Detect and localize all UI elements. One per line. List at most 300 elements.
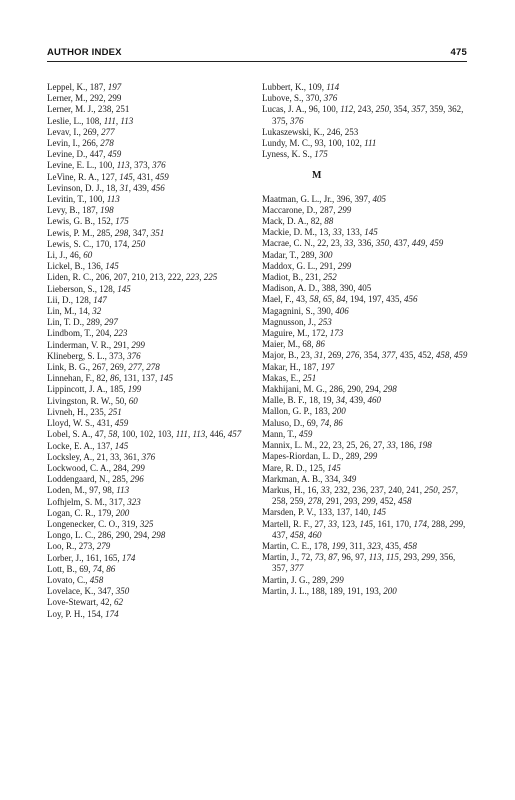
entry-page-ref: 243: [357, 104, 372, 115]
entry-page-ref: 13: [319, 227, 329, 238]
entry-page-ref: 267: [92, 362, 106, 373]
entry-page-ref: 65: [323, 294, 333, 305]
entry-page-ref: 161: [85, 552, 100, 563]
entry-page-ref: 87: [328, 552, 338, 563]
entry-page-ref: 199: [127, 384, 142, 395]
entry-page-ref: 198: [100, 205, 114, 216]
entry-page-ref: 373: [134, 160, 148, 171]
entry-author: Madar, T.,: [262, 249, 302, 260]
entry-author: Makas, E.,: [262, 372, 303, 383]
entry-author: Lerner, M.,: [47, 93, 90, 104]
entry-page-ref: 390: [317, 305, 331, 316]
index-entry: Martell, R. F., 27, 33, 123, 145, 161, 170, 174, 288, 299, 437, 458, 460: [262, 518, 466, 540]
entry-page-ref: 60: [128, 395, 138, 406]
index-entry: Levitin, T., 100, 113: [47, 194, 120, 205]
entry-page-ref: 376: [323, 93, 338, 104]
section-title: AUTHOR INDEX: [47, 47, 122, 58]
entry-author: Madiot, B.,: [262, 272, 306, 283]
index-entry: Macrae, C. N., 22, 23, 33, 336, 350, 437, 449, 459: [262, 238, 444, 249]
index-entry: Malle, B. F., 18, 19, 34, 439, 460: [262, 395, 382, 406]
entry-author: Lewis, P. M.,: [47, 227, 97, 238]
entry-page-ref: 449: [411, 238, 426, 249]
entry-page-ref: 297: [104, 317, 118, 328]
entry-page-ref: 152: [97, 216, 111, 227]
entry-page-ref: 251: [115, 104, 130, 115]
entry-page-ref: 350: [115, 586, 130, 597]
entry-page-ref: 459: [155, 171, 169, 182]
index-entry: Mackie, D. M., 13, 33, 133, 145: [262, 227, 378, 238]
entry-page-ref: 447: [89, 149, 104, 160]
entry-author: Livneh, H.,: [47, 406, 91, 417]
entry-page-ref: 133: [346, 227, 360, 238]
entry-page-ref: 293: [344, 496, 358, 507]
entry-page-ref: 457: [227, 429, 242, 440]
entry-page-ref: 175: [115, 216, 129, 227]
entry-page-ref: 33: [110, 451, 120, 462]
index-entry: Lubbert, K., 109, 114: [262, 82, 340, 92]
entry-page-ref: 200: [332, 406, 346, 417]
index-entry: Lewis, S. C., 170, 174, 250: [47, 238, 146, 249]
index-entry: Lerner, M., 292, 299: [47, 93, 122, 104]
entry-page-ref: 235: [90, 406, 104, 417]
index-entry: Mapes-Riordan, L. D., 289, 299: [262, 451, 378, 462]
index-entry: Lorber, J., 161, 165, 174: [47, 552, 136, 563]
entry-page-ref: 206: [95, 272, 110, 283]
entry-page-ref: 250: [424, 484, 438, 495]
entry-page-ref: 240: [388, 484, 402, 495]
entry-page-ref: 109: [308, 82, 322, 92]
entry-page-ref: 189: [329, 585, 343, 596]
entry-page-ref: 113: [192, 429, 206, 440]
entry-page-ref: 223: [185, 272, 200, 283]
entry-page-ref: 69: [79, 563, 89, 574]
entry-page-ref: 187: [82, 205, 96, 216]
entry-page-ref: 359: [429, 104, 444, 115]
entry-page-ref: 82: [310, 216, 320, 227]
entry-page-ref: 199: [331, 540, 346, 551]
entry-author: Lloyd, W. S.,: [47, 418, 97, 429]
entry-page-ref: 103: [157, 429, 172, 440]
index-entry: Makar, H., 187, 197: [262, 361, 335, 372]
index-entry: Livingston, R. W., 50, 60: [47, 395, 138, 406]
index-entry: Makhijani, M. G., 286, 290, 294, 298: [262, 384, 397, 395]
index-entry: Loo, R., 273, 279: [47, 541, 111, 552]
entry-author: Leppel, K.,: [47, 82, 90, 92]
entry-page-ref: 290: [115, 530, 130, 541]
entry-page-ref: 354: [363, 350, 378, 361]
index-entry: Martin, J. G., 289, 299: [262, 574, 344, 585]
entry-page-ref: 347: [97, 586, 112, 597]
entry-page-ref: 68: [302, 339, 312, 350]
entry-page-ref: 435: [399, 350, 414, 361]
entry-page-ref: 317: [109, 496, 123, 507]
index-entry: Lindbom, T., 204, 223: [47, 328, 128, 339]
entry-page-ref: 33: [320, 484, 330, 495]
entry-author: Maccarone, D.,: [262, 204, 320, 215]
entry-page-ref: 170: [395, 518, 410, 529]
entry-author: Markus, H.,: [262, 484, 308, 495]
index-entry: Lieberson, S., 128, 145: [47, 283, 131, 294]
entry-page-ref: 137: [96, 440, 111, 451]
entry-page-ref: 128: [75, 294, 89, 305]
index-entry: Martin, J., 72, 73, 87, 96, 97, 113, 115, 293, 299, 356, 357, 377: [262, 552, 456, 574]
entry-author: Lucas, J. A.,: [262, 104, 309, 115]
entry-page-ref: 289: [301, 249, 315, 260]
entry-page-ref: 23: [330, 238, 340, 249]
entry-page-ref: 147: [93, 294, 107, 305]
entry-author: Maddox, G. L.,: [262, 260, 320, 271]
entry-page-ref: 253: [318, 316, 332, 327]
entry-page-ref: 112: [340, 104, 354, 115]
entry-page-ref: 31: [314, 350, 324, 361]
entry-author: Martin, J. L.,: [262, 585, 312, 596]
entry-page-ref: 137: [141, 373, 156, 384]
entry-author: Lockwood, C. A.,: [47, 462, 114, 473]
entry-author: Locksley, A.,: [47, 451, 97, 462]
entry-page-ref: 97: [89, 485, 99, 496]
index-entry: Lin, T. D., 289, 297: [47, 317, 118, 328]
entry-page-ref: 289: [86, 317, 100, 328]
entry-author: Martin, C. E.,: [262, 540, 314, 551]
entry-page-ref: 26: [359, 440, 369, 451]
entry-page-ref: 113: [116, 160, 130, 171]
entry-page-ref: 289: [345, 451, 360, 462]
entry-page-ref: 388: [321, 283, 336, 294]
index-entry: Martin, J. L., 188, 189, 191, 193, 200: [262, 585, 397, 596]
running-header: [47, 47, 467, 62]
entry-page-ref: 459: [107, 149, 122, 160]
index-entry: Levinson, D. J., 18, 31, 439, 456: [47, 182, 165, 193]
entry-page-ref: 236: [352, 484, 366, 495]
entry-author: Markman, A. B.,: [262, 473, 325, 484]
entry-page-ref: 351: [150, 227, 165, 238]
entry-page-ref: 175: [314, 149, 328, 160]
entry-page-ref: 290: [347, 384, 361, 395]
entry-page-ref: 288: [431, 518, 446, 529]
entry-page-ref: 298: [383, 384, 397, 395]
entry-page-ref: 84: [336, 294, 346, 305]
entry-page-ref: 460: [367, 395, 382, 406]
entry-page-ref: 47: [94, 429, 104, 440]
index-entry: Maddox, G. L., 291, 299: [262, 260, 352, 271]
entry-page-ref: 33: [328, 518, 338, 529]
entry-page-ref: 406: [335, 305, 349, 316]
entry-page-ref: 170: [95, 238, 110, 249]
entry-page-ref: 74: [320, 417, 330, 428]
entry-page-ref: 165: [103, 552, 118, 563]
entry-author: Locke, E. A.,: [47, 440, 97, 451]
entry-page-ref: 439: [133, 182, 147, 193]
entry-page-ref: 145: [327, 462, 341, 473]
entry-author: Loy, P. H.,: [47, 608, 88, 619]
index-entry: Lott, B., 69, 74, 86: [47, 563, 116, 574]
entry-page-ref: 222: [167, 272, 182, 283]
entry-page-ref: 145: [372, 507, 386, 518]
entry-author: Maluso, D.,: [262, 417, 307, 428]
entry-page-ref: 286: [97, 530, 112, 541]
entry-page-ref: 446: [209, 429, 224, 440]
entry-page-ref: 187: [89, 82, 104, 92]
index-entry: [47, 575, 247, 586]
entry-page-ref: 86: [315, 339, 325, 350]
entry-page-ref: 250: [375, 104, 390, 115]
entry-page-ref: 456: [151, 182, 165, 193]
entry-page-ref: 273: [78, 541, 93, 552]
entry-page-ref: 97: [355, 552, 365, 563]
entry-page-ref: 377: [381, 350, 396, 361]
entry-page-ref: 376: [152, 160, 166, 171]
entry-page-ref: 299: [421, 552, 435, 563]
entry-author: Longo, L. C.,: [47, 530, 98, 541]
entry-page-ref: 437: [393, 238, 408, 249]
entry-page-ref: 350: [375, 238, 390, 249]
entry-page-ref: 458: [435, 350, 450, 361]
index-entry: Li, J., 46, 60: [47, 250, 93, 261]
entry-author: Magnusson, J.,: [262, 316, 319, 327]
entry-page-ref: 197: [368, 294, 382, 305]
index-entry: Lobel, S. A., 47, 58, 100, 102, 103, 111, 113, 446, 457: [47, 429, 242, 440]
index-entry: Locke, E. A., 137, 145: [47, 440, 129, 451]
entry-page-ref: 127: [101, 171, 115, 182]
entry-page-ref: 115: [386, 552, 399, 563]
entry-page-ref: 294: [365, 384, 379, 395]
entry-page-ref: 197: [320, 361, 335, 372]
index-entry: Lockwood, C. A., 284, 299: [47, 462, 145, 473]
entry-page-ref: 294: [133, 530, 148, 541]
index-entry: Maguire, M., 172, 173: [262, 328, 344, 339]
entry-page-ref: 276: [345, 350, 360, 361]
entry-page-ref: 277: [128, 362, 142, 373]
entry-page-ref: 100: [98, 160, 113, 171]
entry-author: Love-Stewart,: [47, 597, 101, 608]
entry-page-ref: 72: [301, 552, 311, 563]
index-entry: Lucas, J. A., 96, 100, 112, 243, 250, 354, 357, 359, 362, 375, 376: [262, 104, 464, 126]
entry-page-ref: 111: [103, 115, 116, 126]
entry-page-ref: 250: [131, 238, 146, 249]
entry-page-ref: 299: [330, 574, 344, 585]
index-entry: Longenecker, C. O., 319, 325: [47, 518, 154, 529]
entry-page-ref: 174: [105, 608, 119, 619]
entry-page-ref: 377: [290, 563, 304, 574]
entry-author: Mallon, G. P.,: [262, 406, 315, 417]
entry-author: Lerner, M. J.,: [47, 104, 98, 115]
index-column-left: [47, 82, 247, 620]
index-entry: Love-Stewart, 42, 62: [47, 597, 123, 608]
entry-page-ref: 19: [322, 395, 332, 406]
entry-author: Loden, M.,: [47, 485, 90, 496]
entry-page-ref: 43: [296, 294, 306, 305]
index-entry: Lerner, M. J., 238, 251: [47, 104, 130, 115]
page-number: 475: [450, 47, 467, 58]
entry-page-ref: 458: [89, 574, 104, 585]
entry-page-ref: 18: [309, 395, 319, 406]
index-entry: Logan, C. R., 179, 200: [47, 507, 130, 518]
entry-page-ref: 458: [403, 540, 417, 551]
entry-page-ref: 133: [318, 507, 332, 518]
entry-page-ref: 100: [88, 194, 103, 205]
entry-author: Lundy, M. C.,: [262, 138, 315, 149]
entry-page-ref: 289: [312, 574, 326, 585]
entry-author: Maier, M.,: [262, 339, 303, 350]
index-entry: Liden, R. C., 206, 207, 210, 213, 222, 223, 225: [47, 272, 218, 283]
entry-page-ref: 237: [370, 484, 384, 495]
index-entry: Lofhjelm, S. M., 317, 323: [47, 496, 141, 507]
index-entry: Loden, M., 97, 98, 113: [47, 485, 130, 496]
index-entry: Maier, M., 68, 86: [262, 339, 325, 350]
index-entry: Magagnini, S., 390, 406: [262, 305, 349, 316]
entry-page-ref: 298: [114, 227, 129, 238]
entry-page-ref: 362: [447, 104, 462, 115]
entry-author: Lewis, G. B.,: [47, 216, 98, 227]
entry-page-ref: 198: [418, 440, 432, 451]
entry-author: Martell, R. F.,: [262, 518, 315, 529]
entry-page-ref: 27: [373, 440, 383, 451]
entry-author: Mann, T.,: [262, 428, 299, 439]
entry-page-ref: 299: [107, 93, 122, 104]
entry-page-ref: 62: [113, 597, 123, 608]
entry-page-ref: 300: [319, 249, 333, 260]
entry-author: Lii, D.,: [47, 294, 76, 305]
entry-page-ref: 200: [383, 585, 397, 596]
index-entry: Leslie, L., 108, 111, 113: [47, 115, 134, 126]
entry-page-ref: 376: [127, 350, 141, 361]
entry-author: Lippincott, J. A.,: [47, 384, 110, 395]
entry-page-ref: 325: [139, 518, 154, 529]
entry-page-ref: 293: [403, 552, 417, 563]
entry-page-ref: 60: [83, 250, 93, 261]
entry-author: Makar, H.,: [262, 361, 303, 372]
entry-page-ref: 23: [332, 440, 342, 451]
entry-page-ref: 194: [350, 294, 364, 305]
entry-page-ref: 375: [272, 115, 286, 126]
entry-page-ref: 33: [386, 440, 396, 451]
index-entry: [262, 149, 470, 160]
entry-page-ref: 125: [309, 462, 323, 473]
entry-page-ref: 354: [393, 104, 408, 115]
entry-page-ref: 185: [109, 384, 124, 395]
entry-page-ref: 74: [92, 563, 102, 574]
entry-author: Linderman, V. R.,: [47, 339, 114, 350]
entry-page-ref: 439: [349, 395, 364, 406]
entry-page-ref: 128: [99, 283, 113, 294]
entry-page-ref: 299: [131, 339, 145, 350]
entry-page-ref: 140: [354, 507, 368, 518]
entry-author: Mare, R. D.,: [262, 462, 310, 473]
entry-page-ref: 145: [159, 373, 174, 384]
index-column-right: [262, 82, 470, 597]
entry-page-ref: 376: [290, 115, 304, 126]
entry-page-ref: 183: [314, 406, 328, 417]
entry-page-ref: 213: [149, 272, 164, 283]
index-entry: Locksley, A., 21, 33, 361, 376: [47, 451, 156, 462]
entry-author: Loddengaard, N.,: [47, 474, 113, 485]
index-entry: Longo, L. C., 286, 290, 294, 298: [47, 530, 166, 541]
entry-page-ref: 145: [117, 283, 131, 294]
index-entry: Maccarone, D., 287, 299: [262, 204, 352, 215]
entry-page-ref: 431: [137, 171, 151, 182]
entry-page-ref: 178: [313, 540, 328, 551]
index-entry: Mare, R. D., 125, 145: [262, 462, 341, 473]
index-entry: Linderman, V. R., 291, 299: [47, 339, 145, 350]
entry-page-ref: 31: [119, 182, 129, 193]
entry-page-ref: 357: [411, 104, 426, 115]
entry-author: Longenecker, C. O.,: [47, 518, 122, 529]
entry-author: Mack, D. A.,: [262, 216, 311, 227]
index-entry: Mallon, G. P., 183, 200: [262, 406, 346, 417]
entry-page-ref: 347: [132, 227, 147, 238]
index-entry: Lickel, B., 136, 145: [47, 261, 119, 272]
entry-page-ref: 299: [449, 518, 464, 529]
entry-author: Lofhjelm, S. M.,: [47, 496, 110, 507]
entry-author: LeVine, R. A.,: [47, 171, 102, 182]
entry-page-ref: 397: [354, 193, 368, 204]
entry-page-ref: 291: [113, 339, 127, 350]
entry-page-ref: 279: [96, 541, 111, 552]
entry-page-ref: 405: [372, 193, 386, 204]
entry-author: Levinson, D. J.,: [47, 182, 107, 193]
entry-author: Logan, C. R.,: [47, 507, 98, 518]
entry-page-ref: 145: [364, 227, 378, 238]
entry-page-ref: 197: [107, 82, 122, 92]
entry-author: Macrae, C. N.,: [262, 238, 318, 249]
entry-author: Maguire, M.,: [262, 328, 312, 339]
entry-page-ref: 27: [314, 518, 324, 529]
entry-page-ref: 113: [368, 552, 382, 563]
entry-page-ref: 269: [110, 362, 124, 373]
index-entry: Lovelace, K., 347, 350: [47, 586, 130, 597]
index-entry: LeVine, R. A., 127, 145, 431, 459: [47, 171, 169, 182]
entry-page-ref: 269: [327, 350, 342, 361]
entry-page-ref: 231: [305, 272, 319, 283]
entry-page-ref: 93: [314, 138, 324, 149]
index-entry: Markus, H., 16, 33, 232, 236, 237, 240, 241, 250, 257, 258, 259, 278, 291, 293, 299, 452, 458: [262, 484, 458, 507]
entry-page-ref: 21: [96, 451, 106, 462]
entry-author: Lott, B.,: [47, 563, 80, 574]
entry-author: Lukaszewski, K.,: [262, 126, 327, 137]
entry-author: Link, B. G.,: [47, 362, 93, 373]
entry-author: Marsden, P. V.,: [262, 507, 319, 518]
entry-author: Lubove, S.,: [262, 93, 306, 104]
entry-page-ref: 174: [121, 552, 136, 563]
entry-page-ref: 334: [324, 473, 339, 484]
entry-page-ref: 285: [112, 474, 126, 485]
index-entry: Lubove, S., 370, 376: [262, 93, 338, 104]
entry-author: Levav, I.,: [47, 126, 84, 137]
index-entry: Lippincott, J. A., 185, 199: [47, 384, 142, 395]
entry-page-ref: 58: [309, 294, 319, 305]
entry-author: Liden, R. C.,: [47, 272, 96, 283]
index-entry: Lewis, G. B., 152, 175: [47, 216, 129, 227]
entry-page-ref: 251: [302, 372, 317, 383]
entry-page-ref: 257: [442, 484, 456, 495]
index-entry: Livneh, H., 235, 251: [47, 406, 122, 417]
index-entry: Lewis, P. M., 285, 298, 347, 351: [47, 227, 165, 238]
entry-page-ref: 285: [96, 227, 111, 238]
entry-author: Martin, J.,: [262, 552, 302, 563]
entry-page-ref: 69: [306, 417, 316, 428]
section-letter-heading: M: [312, 170, 322, 182]
entry-page-ref: 278: [308, 496, 322, 507]
entry-page-ref: 73: [314, 552, 324, 563]
index-entry: Levine, E. L., 100, 113, 373, 376: [47, 160, 166, 171]
entry-author: Klineberg, S. L.,: [47, 350, 110, 361]
entry-page-ref: 22: [319, 440, 329, 451]
entry-author: Lovelace, K.,: [47, 586, 98, 597]
entry-page-ref: 266: [82, 138, 96, 149]
entry-page-ref: 113: [116, 485, 130, 496]
index-entry: Levav, I., 269, 277: [47, 126, 115, 137]
entry-author: Loo, R.,: [47, 541, 79, 552]
